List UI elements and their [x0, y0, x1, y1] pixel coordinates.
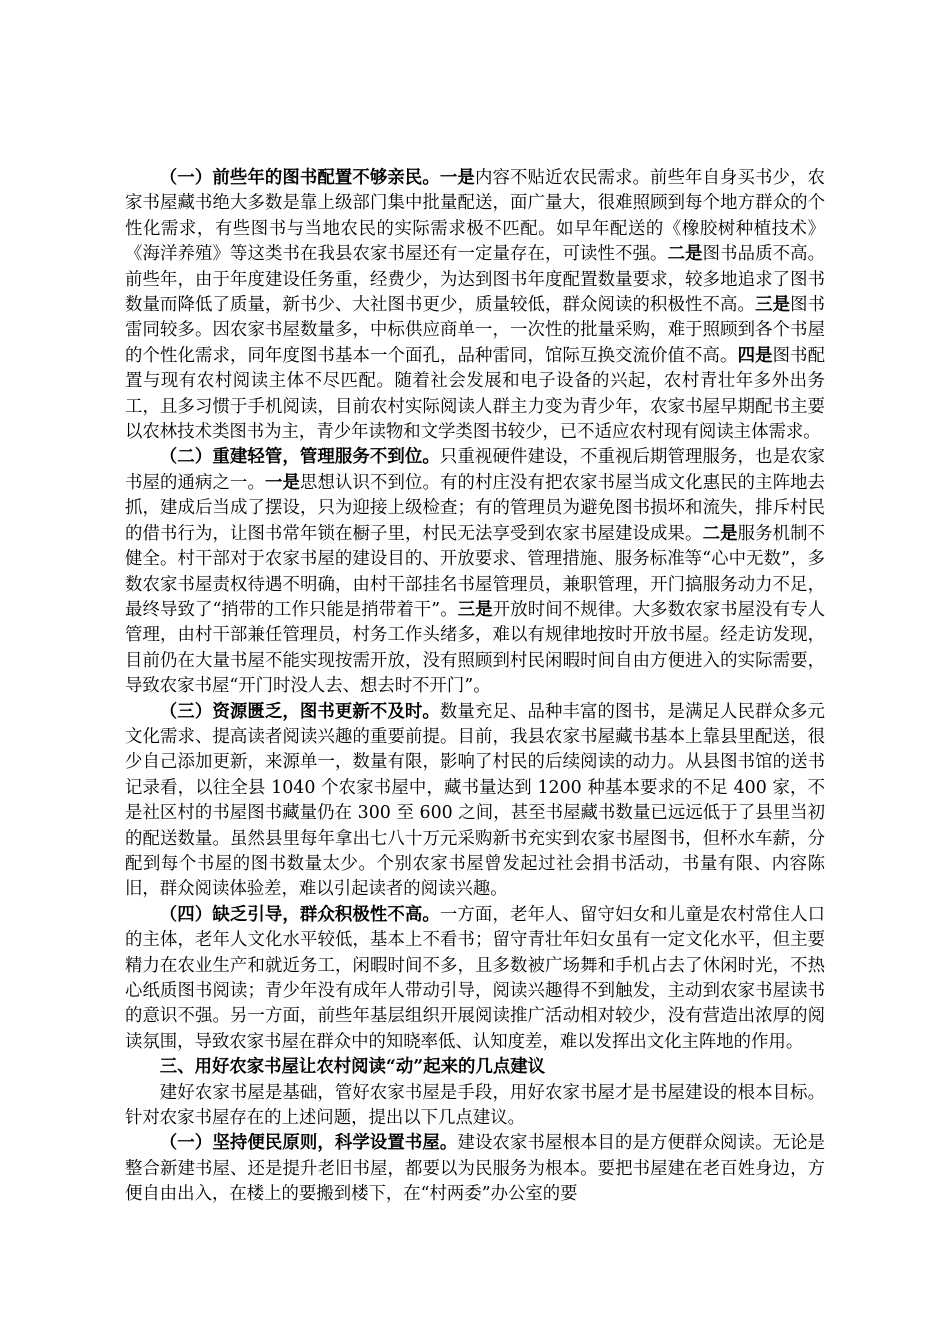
paragraph-suggestion-1 — [125, 1131, 825, 1207]
suggestion-1-text: 建设农家书屋根本目的是方便群众阅读。无论是整合新建书屋、还是提升老旧书屋，都要以为民服务为根本。要把书屋建在老百姓身边，方便自由出入，在楼上的要搬到楼下，在“村两委”办公室的要 — [125, 1133, 825, 1205]
point-two-text: 服务机制不健全。村干部对于农家书屋的建设目的、开放要求、管理措施、服务标准等“心中无数”，多数农家书屋责权待遇不明确，由村干部挂名书屋管理员，兼职管理，开门搞服务动力不足，最终导致了“捎带的工作只能是捎带着干”。 — [125, 523, 825, 620]
paragraph-section-1 — [125, 166, 825, 445]
point-two-marker: 二是 — [667, 244, 703, 265]
section-1-heading: （一）前些年的图书配置不够亲民。 — [159, 168, 440, 188]
point-two-text: 图书品质不高。前些年，由于年度建设任务重，经费少，为达到图书年度配置数量要求，较多地追求了图书数量而降低了质量，新书少、大社图书更少，质量较低，群众阅读的积极性不高。 — [125, 244, 825, 316]
document-body — [125, 166, 825, 1208]
paragraph-chapter-three-intro — [125, 1081, 825, 1132]
section-2-heading: （二）重建轻管，管理服务不到位。 — [159, 447, 440, 468]
point-one-marker: 一是 — [265, 472, 301, 493]
section-4-heading: （四）缺乏引导，群众积极性不高。 — [159, 904, 440, 925]
chapter-three-heading — [125, 1055, 825, 1080]
point-one-text: 内容不贴近农民需求。前些年自身买书少，农家书屋藏书绝大多数是靠上级部门集中批量配送，面广量大，很难照顾到每个地方群众的个性化需求，有些图书与当地农民的实际需求极不匹配。如早年配送的《橡胶树种植技术》《海洋养殖》等这类书在我县农家书屋还有一定量存在，可读性不强。 — [125, 168, 825, 265]
paragraph-section-4 — [125, 903, 825, 1055]
point-two-marker: 二是 — [702, 523, 738, 544]
chapter-three-intro-text: 建好农家书屋是基础，管好农家书屋是手段，用好农家书屋才是书屋建设的根本目标。针对农家书屋存在的上述问题，提出以下几点建议。 — [125, 1082, 825, 1129]
section-4-text: 一方面，老年人、留守妇女和儿童是农村常住人口的主体，老年人文化水平较低，基本上不看书；留守青壮年妇女虽有一定文化水平，但主要精力在农业生产和就近务工，闲暇时间不多，且多数被广场舞和手机占去了休闲时光，不热心纸质图书阅读；青少年没有成年人带动引导，阅读兴趣得不到触发，主动到农家书屋读书的意识不强。另一方面，前些年基层组织开展阅读推广活动相对较少，没有营造出浓厚的阅读氛围，导致农家书屋在群众中的知晓率低、认知度差，难以发挥出文化主阵地的作用。 — [125, 904, 825, 1052]
section-3-heading: （三）资源匮乏，图书更新不及时。 — [159, 701, 440, 722]
point-one-marker: 一是 — [439, 168, 475, 188]
section-2-intro: 只重视硬件建设，不重视后期管理服务，也是农家书屋的通病之一。 — [125, 447, 825, 493]
point-one-text: 思想认识不到位。有的村庄没有把农家书屋当成文化惠民的主阵地去抓，建成后当成了摆设，只为迎接上级检查；有的管理员为避免图书损坏和流失，排斥村民的借书行为，让图书常年锁在橱子里，村民无法享受到农家书屋建设成果。 — [125, 472, 825, 544]
point-three-marker: 三是 — [457, 599, 493, 620]
point-three-text: 开放时间不规律。大多数农家书屋没有专人管理，由村干部兼任管理员，村务工作头绪多，难以有规律地按时开放书屋。经走访发现，目前仍在大量书屋不能实现按需开放，没有照顾到村民闲暇时间自由方便进入的实际需要，导致农家书屋“开门时没人去、想去时不开门”。 — [125, 599, 825, 697]
point-four-text: 图书配置与现有农村阅读主体不尽匹配。随着社会发展和电子设备的兴起，农村青壮年多外出务工，且多习惯于手机阅读，目前农村实际阅读人群主力变为青少年，农家书屋早期配书主要以农林技术类图书为主，青少年读物和文学类图书较少，已不适应农村现有阅读主体需求。 — [125, 345, 825, 443]
suggestion-1-heading: （一）坚持便民原则，科学设置书屋。 — [159, 1133, 458, 1154]
paragraph-section-3 — [125, 700, 825, 903]
chapter-three-title: 三、用好农家书屋让农村阅读“动”起来的几点建议 — [159, 1057, 546, 1078]
point-three-marker: 三是 — [755, 295, 791, 316]
section-3-text: 数量充足、品种丰富的图书，是满足人民群众多元文化需求、提高读者阅读兴趣的重要前提。目前，我县农家书屋藏书基本上靠县里配送，很少自己添加更新，来源单一，数量有限，影响了村民的后续阅读的动力。从县图书馆的送书记录看，以往全县 1040 个农家书屋中，藏书量达到 1200 种基本要求的不足 400 家，不是社区村的书屋图书藏量仍在 300 至 600 之间，甚至书屋藏书数量已远远低于了县里当初的配送数量。虽然县里每年拿出七八十万元采购新书充实到农家书屋图书，但杯水车薪，分配到每个书屋的图书数量太少。个别农家书屋曾发起过社会捐书活动，书量有限、内容陈旧，群众阅读体验差，难以引起读者的阅读兴趣。 — [125, 701, 825, 900]
point-four-marker: 四是 — [737, 345, 773, 366]
paragraph-section-2 — [125, 445, 825, 699]
point-three-text: 图书雷同较多。因农家书屋数量多，中标供应商单一，一次性的批量采购，难于照顾到各个书屋的个性化需求，同年度图书基本一个面孔，品种雷同，馆际互换交流价值不高。 — [125, 295, 825, 366]
